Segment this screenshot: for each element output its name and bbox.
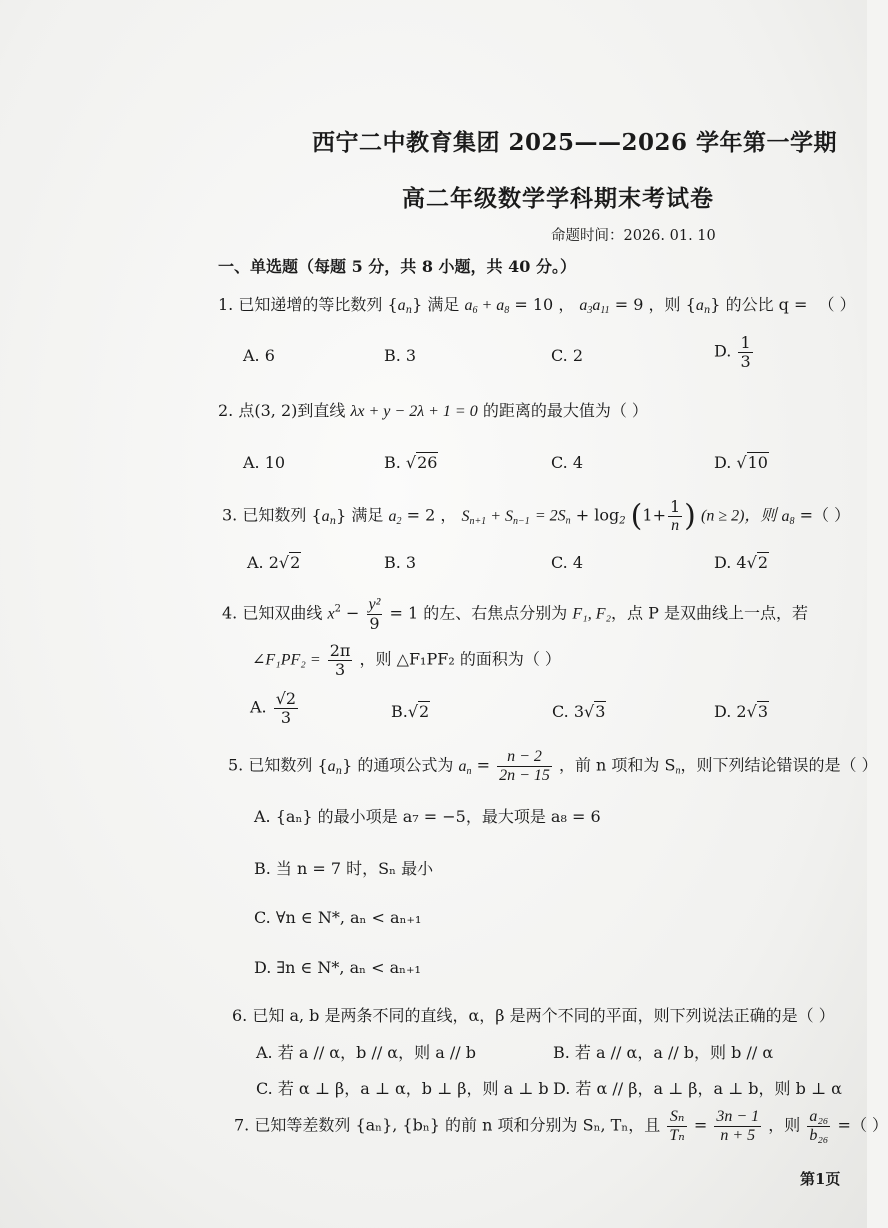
q4-x-sq: 2 [334,603,341,615]
q4-angle-num: 2π [329,641,351,660]
q5-text-a: 5. 已知数列 [228,755,313,775]
q4-b-radicand: 2 [419,702,430,721]
question-7: 7. 已知等差数列 {aₙ}, {bₙ} 的前 n 项和分别为 Sₙ, Tₙ，且 $\frac{\text{Sₙ}}{\text{Tₙ}}$ = $\frac{3n - 1}{n + 5}$ ，则 $\frac{\text{a₂₆}}{\text{b₂₆}}$ =（ ） [234,1108,888,1144]
q2-d-radicand: 10 [747,453,768,472]
q3-a2-val: = 2 ， [406,505,457,525]
q5-option-c: C. ∀n ∈ N*, aₙ < aₙ₊₁ [254,908,422,927]
q4-b-label: B. [391,702,408,721]
q5-option-b: B. 当 n = 7 时，Sₙ 最小 [254,859,434,878]
question-2 [218,398,648,421]
q7-f1-num: Sₙ [667,1108,686,1127]
q5-text-d: ，则下列结论错误的是（ ） [680,755,878,775]
q4-text-a: 4. 已知双曲线 [222,603,323,623]
q2-line-expr: λx + y − 2λ + 1 = 0 [350,403,478,420]
q3-log: + log [575,505,620,525]
q7-f2-num: 3n − 1 [716,1108,760,1125]
q1-tail: 的公比 q = [725,295,808,314]
q7-f1-den: Tₙ [669,1126,685,1144]
q4-a-frac [274,690,298,726]
q3-a8: $a_8$ [781,507,795,527]
q6-option-b: B. 若 a // α，a // b，则 b // α [553,1043,774,1062]
q1-sum-expr: $a_6 + a_8$ [464,297,510,316]
q2-b-label: B. [384,453,401,472]
q1-answer-blank: （ ） [818,295,856,314]
q4-a-num: √2 [275,689,297,708]
q4-option-a [250,690,300,726]
q1-seq2: $\{a_n\}$ [685,295,721,316]
q3-d-label: D. 4 [714,553,747,572]
exam-title-line2: 高二年级数学学科期末考试卷 [402,185,714,212]
q5-text-c: ，前 n 项和为 S [558,755,676,775]
q4-a-den: 3 [280,707,292,727]
question-4: 4. 已知双曲线 $x^2$ − $\frac{\text{y²}}{9}$ = 1 的左、右焦点分别为 F₁, F₂，点 P 是双曲线上一点，若 [222,596,808,633]
q3-log-base: 2 [619,515,626,527]
q7-f3-num: a₂₆ [809,1108,829,1125]
q3-tail: =（ ） [799,505,851,525]
q4-hyper-frac [367,596,383,632]
q1-d-den: 3 [740,351,751,371]
q7-frac-st [667,1108,686,1144]
q1-seq: $\{a_n\}$ [387,295,423,316]
section-heading-single-choice: 一、单选题（每题 5 分，共 8 小题，共 40 分。） [218,257,576,276]
q3-rparen: ) [684,498,696,534]
q3-frac-den: n [671,516,680,534]
q1-option-b: B. 3 [384,346,417,365]
question-1 [218,292,856,316]
q3-a-radicand: 2 [290,553,301,572]
q4-c-radicand: 3 [595,702,606,721]
q1-option-d [714,334,755,370]
q4-angle-den: 3 [335,659,346,679]
q3-lparen: ( [630,498,643,534]
q7-frac-ratio [714,1108,761,1144]
q2-text-b: 的距离的最大值为（ ） [482,401,648,420]
q3-option-c: C. 4 [551,553,584,572]
q4-hyper-num: y² [368,596,381,613]
q3-text-a: 3. 已知数列 [222,505,307,525]
q2-option-c: C. 4 [551,453,584,472]
q5-an: $a_n$ [458,757,472,777]
q5-sn-sub: n [675,765,681,777]
question-5: 5. 已知数列 $\{a_n\}$ 的通项公式为 $a_n$ = $\frac{n - 2}{2n - 15}$ ，前 n 项和为 $S_n$，则下列结论错误的是（ ） [228,748,878,784]
q4-text-c: ，则 △F₁PF₂ 的面积为（ ） [359,649,561,669]
q2-option-d: D. √10 [714,453,768,472]
q6-option-c: C. 若 α ⊥ β，a ⊥ α，b ⊥ β，则 a ⊥ b [256,1079,549,1098]
q1-prefix: 1. 已知递增的等比数列 [218,295,383,314]
question-6: 6. 已知 a, b 是两条不同的直线，α，β 是两个不同的平面，则下列说法正确的是（ ） [232,1006,835,1025]
q4-a-label: A. [250,697,267,717]
q4-hyper-tail: = 1 的左、右焦点分别为 [389,603,568,623]
q4-option-d: D. 2√3 [714,702,768,721]
q4-c-label: C. 3 [552,702,585,721]
q5-text-b: 的通项公式为 [357,755,454,775]
q3-sn-sub: n [565,515,571,527]
exam-date: 命题时间：2026. 01. 10 [551,228,716,244]
q4-d-radicand: 3 [757,702,768,721]
q5-option-a: A. {aₙ} 的最小项是 a₇ = −5，最大项是 a₈ = 6 [254,807,601,826]
q3-d-radicand: 2 [757,553,768,572]
q7-text-a: 7. 已知等差数列 {aₙ}, {bₙ} 的前 n 项和分别为 Sₙ, Tₙ，且 [234,1115,661,1135]
q2-b-radicand: 26 [417,453,438,472]
q3-frac-num: 1 [669,497,681,516]
q1-option-d-label: D. [714,341,732,361]
q4-foci: F₁, F₂ [572,605,612,623]
q3-cond: (n ≥ 2)，则 [700,507,777,525]
q6-option-a: A. 若 a // α，b // α，则 a // b [256,1043,476,1062]
q4-d-label: D. 2 [714,702,747,721]
q1-prod-expr: $a_3a_{11}$ [579,297,610,316]
q7-f2-den: n + 5 [720,1126,756,1144]
q1-mid: 满足 [427,295,460,314]
q2-option-b: B. √26 [384,453,438,472]
q4-hyper-den: 9 [369,613,380,633]
q6-option-d: D. 若 α // β，a ⊥ β，a ⊥ b，则 b ⊥ α [553,1079,842,1098]
exam-title-line1: 西宁二中教育集团 2025——2026 学年第一学期 [312,129,838,156]
question-3: 3. 已知数列 $\{a_n\}$ 满足 $a_2 = 2$ ， $S_{n+1} + S_{n-1} = 2S_n + \log_2 (1+$ $\frac{1}{n}$ ) (n ≥ 2)，则 $a_8$ =（ ） [222,497,851,534]
q1-d-num: 1 [740,333,751,352]
q3-frac [668,498,682,534]
q5-frac-num: n − 2 [497,748,552,767]
q7-tail: =（ ） [837,1115,888,1135]
q4-option-c: C. 3√3 [552,702,606,721]
q4-angle: ∠F₁PF₂ = [252,651,321,669]
q1-eq2: = 9 ，则 [614,295,681,314]
q3-option-b: B. 3 [384,553,417,572]
q5-option-d: D. ∃n ∈ N*, aₙ < aₙ₊₁ [254,958,421,977]
q1-option-c: C. 2 [551,346,584,365]
q7-frac-ab [807,1108,830,1144]
page-number: 第1页 [800,1170,841,1188]
q4-angle-frac [328,642,353,678]
q2-d-label: D. [714,453,732,472]
q7-f3-den: b₂₆ [809,1126,829,1144]
q3-text-b: 满足 [351,505,384,525]
q3-a-label: A. 2 [247,553,279,572]
q3-a2: $a_2$ [388,507,402,527]
q4-x: x [327,605,335,623]
q5-frac-den: 2n − 15 [499,766,550,784]
q3-option-a: A. 2√2 [247,553,301,572]
q4-text-b: ，点 P 是双曲线上一点，若 [611,603,808,623]
q3-option-d: D. 4√2 [714,553,768,572]
q5-seq: $\{a_n\}$ [317,755,353,777]
question-4-line2 [252,642,561,678]
q1-option-a: A. 6 [243,346,275,365]
q4-option-b: B.√2 [391,702,430,721]
q1-eq1: = 10 ， [514,295,575,314]
q3-expr: = 2S [534,507,566,525]
q5-frac [497,748,552,784]
q3-sum-lhs: $S_{n+1} + S_{n-1}$ [461,507,530,527]
q2-text-a: 2. 点(3, 2)到直线 [218,401,346,420]
q1-option-d-fraction [738,334,752,370]
q3-seq: $\{a_n\}$ [311,505,347,527]
q2-option-a: A. 10 [243,453,286,472]
q7-text-b: ，则 [768,1115,801,1135]
